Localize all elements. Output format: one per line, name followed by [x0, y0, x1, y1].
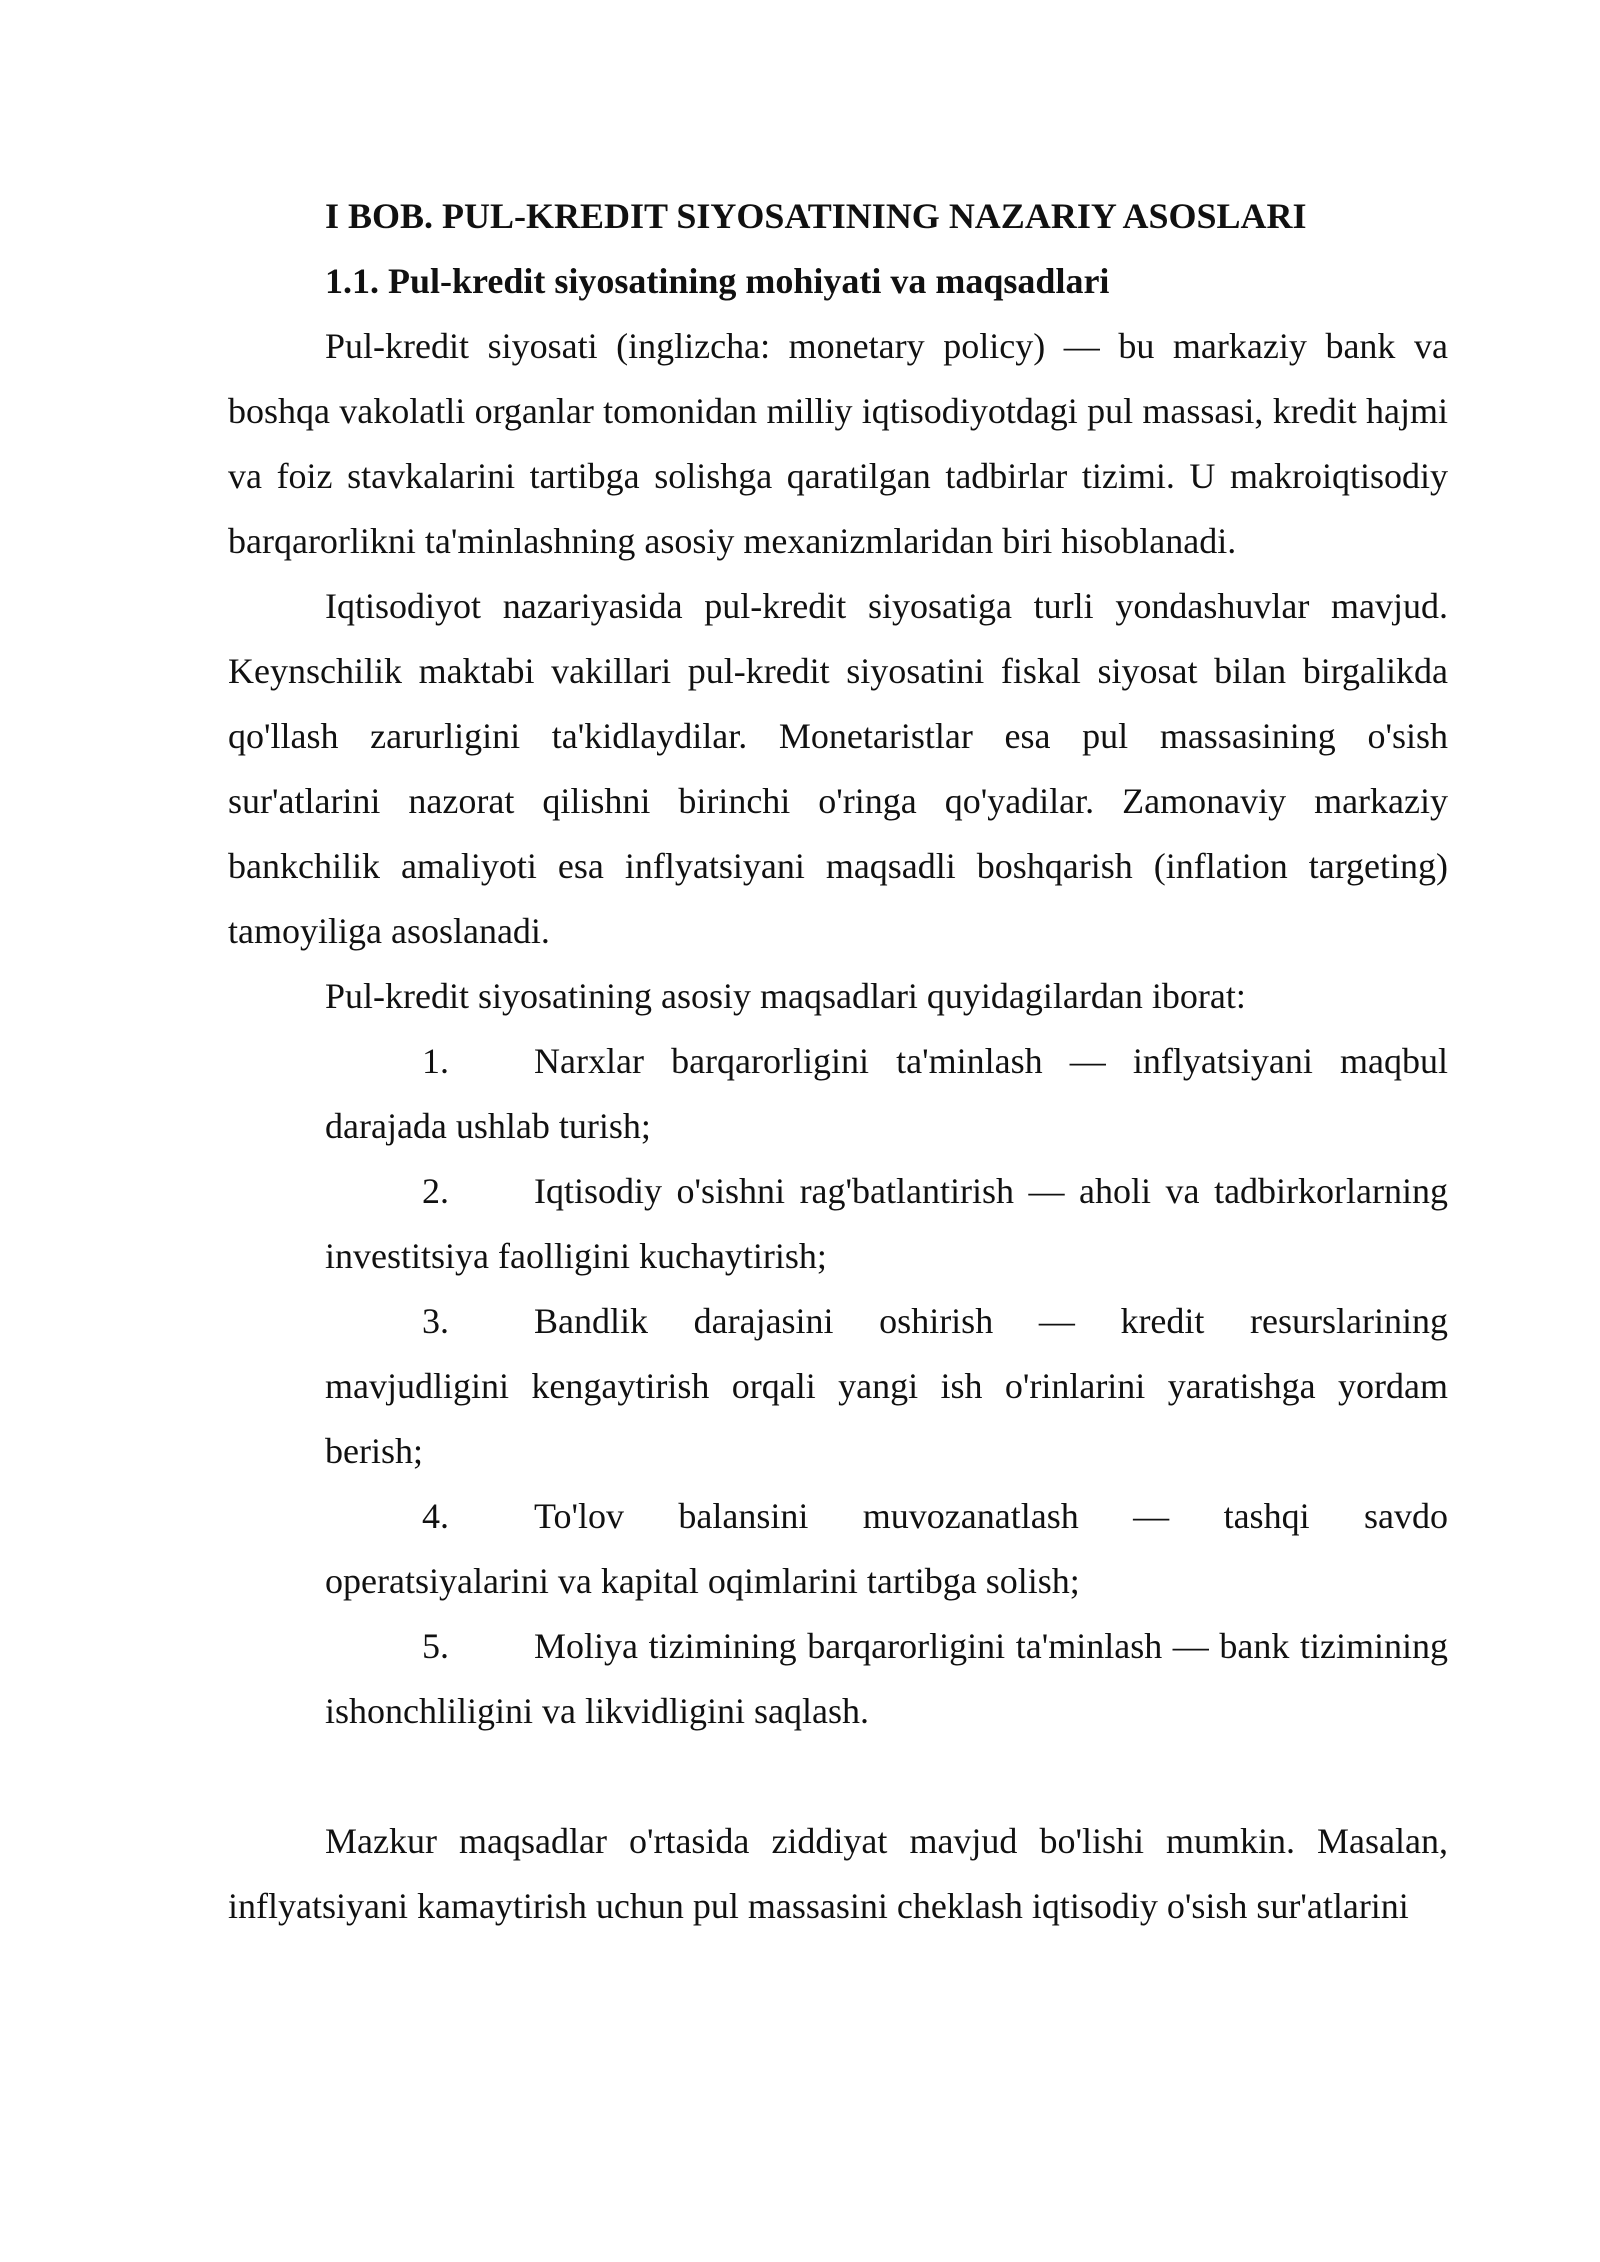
paragraph-approaches: Iqtisodiyot nazariyasida pul-kredit siyosatiga turli yondashuvlar mavjud. Keynschilik maktabi vakillari pul-kredit siyosatini fiskal siyosat bilan birgalikda qo'llash zarurligini ta'kidlaydilar. Monetaristlar esa pul massasining o'sish sur'atlarini nazorat qilishni birinchi o'ringa qo'yadilar. Zamonaviy markaziy bankchilik amaliyoti esa inflyatsiyani maqsadli boshqarish (inflation targeting) tamoyiliga asoslanadi. [228, 586, 1448, 951]
list-item-number: 2. [422, 1171, 449, 1211]
list-item-text: Iqtisodiy o'sishni rag'batlantirish — aholi va tadbirkorlarning investitsiya faolligini kuchaytirish; [325, 1171, 1448, 1276]
list-item-number: 5. [422, 1626, 449, 1666]
list-item-number: 3. [422, 1301, 449, 1341]
section-title: 1.1. Pul-kredit siyosatining mohiyati va maqsadlari [325, 261, 1110, 301]
list-item [325, 1289, 1448, 1484]
list-item-number: 4. [422, 1496, 449, 1536]
list-item [325, 1614, 1448, 1744]
paragraph-goals-intro: Pul-kredit siyosatining asosiy maqsadlari quyidagilardan iborat: [325, 976, 1246, 1016]
chapter-title: I BOB. PUL-KREDIT SIYOSATINING NAZARIY ASOSLARI [325, 196, 1307, 236]
blank-line [228, 1744, 1448, 1809]
paragraph-definition: Pul-kredit siyosati (inglizcha: monetary policy) — bu markaziy bank va boshqa vakolatli organlar tomonidan milliy iqtisodiyotdagi pul massasi, kredit hajmi va foiz stavkalarini tartibga solishga qaratilgan tadbirlar tizimi. U makroiqtisodiy barqarorlikni ta'minlashning asosiy mexanizmlaridan biri hisoblanadi. [228, 326, 1448, 561]
goals-list [228, 1029, 1448, 1744]
document-body [228, 184, 1448, 1939]
list-item-text: Bandlik darajasini oshirish — kredit resurslarining mavjudligini kengaytirish orqali yangi ish o'rinlarini yaratishga yordam berish; [325, 1301, 1448, 1471]
list-item-number: 1. [422, 1041, 449, 1081]
list-item [325, 1029, 1448, 1159]
list-item [325, 1484, 1448, 1614]
list-item [325, 1159, 1448, 1289]
list-item-text: Moliya tizimining barqarorligini ta'minlash — bank tizimining ishonchliligini va likvidligini saqlash. [325, 1626, 1448, 1731]
list-item-text: To'lov balansini muvozanatlash — tashqi savdo operatsiyalarini va kapital oqimlarini tartibga solish; [325, 1496, 1448, 1601]
paragraph-conflict: Mazkur maqsadlar o'rtasida ziddiyat mavjud bo'lishi mumkin. Masalan, inflyatsiyani kamaytirish uchun pul massasini cheklash iqtisodiy o'sish sur'atlarini [228, 1821, 1448, 1926]
list-item-text: Narxlar barqarorligini ta'minlash — inflyatsiyani maqbul darajada ushlab turish; [325, 1041, 1448, 1146]
